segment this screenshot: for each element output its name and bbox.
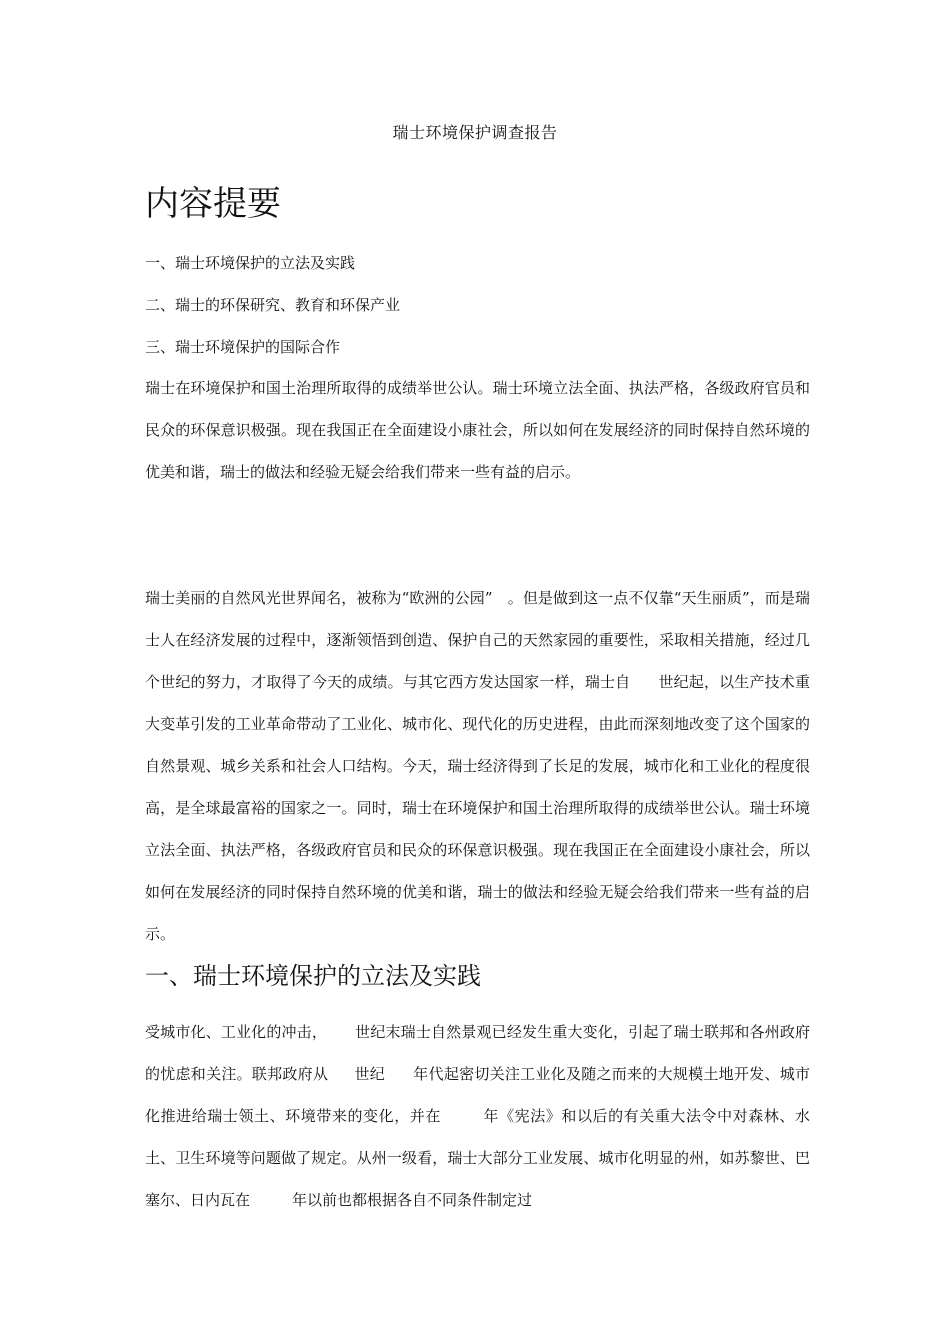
summary-paragraph: 瑞士在环境保护和国土治理所取得的成绩举世公认。瑞士环境立法全面、执法严格，各级政府官员和民众的环保意识极强。现在我国正在全面建设小康社会，所以如何在发展经济的同时保持自然环境的优美和谐，瑞士的做法和经验无疑会给我们带来一些有益的启示。: [145, 379, 810, 481]
abstract-heading: 内容提要: [145, 184, 281, 224]
section1-paragraph: [145, 1011, 810, 1221]
document-title: 瑞士环境保护调查报告: [392, 123, 558, 142]
section1-heading: 一、瑞士环境保护的立法及实践: [145, 962, 481, 990]
section1-text-part5: 年《宪法》和以后的有关重大法令中对森林、水土、卫生环境等问题做了规定。从州一级看，瑞士大部分工业发展、城市化明显的州，如苏黎世、巴塞尔、日内瓦在: [145, 1107, 810, 1209]
intro-text-part1: 瑞士美丽的自然风光世界闻名，被称为“欧洲的公园” 。但是做到这一点不仅靠“天生丽质”，而是瑞士人在经济发展的过程中，逐渐领悟到创造、保护自己的天然家园的重要性，采取相关措施，经过几个世纪的努力，才取得了今天的成绩。与其它西方发达国家一样，瑞士自: [145, 589, 810, 691]
table-of-contents: [145, 251, 400, 377]
toc-item-3: 三、瑞士环境保护的国际合作: [145, 338, 341, 356]
section1-text-part3: 世纪: [354, 1065, 386, 1083]
section1-text-part4: 年代起密切关注工业化及随之而来的大规模土地开发、城市化推进给瑞士领土、环境带来的变化，并在: [145, 1065, 810, 1125]
intro-paragraph: [145, 577, 810, 955]
toc-item-2: 二、瑞士的环保研究、教育和环保产业: [145, 296, 401, 314]
section1-text-part2: 世纪末瑞士自然景观已经发生重大变化，引起了瑞士联邦和各州政府的忧虑和关注。联邦政府从: [145, 1023, 810, 1083]
section1-text-part1: 受城市化、工业化的冲击，: [145, 1023, 327, 1041]
intro-text-part2: 世纪起，以生产技术重大变革引发的工业革命带动了工业化、城市化、现代化的历史进程，由此而深刻地改变了这个国家的自然景观、城乡关系和社会人口结构。今天，瑞士经济得到了长足的发展，城市化和工业化的程度很高，是全球最富裕的国家之一。同时，瑞士在环境保护和国土治理所取得的成绩举世公认。瑞士环境立法全面、执法严格，各级政府官员和民众的环保意识极强。现在我国正在全面建设小康社会，所以如何在发展经济的同时保持自然环境的优美和谐，瑞士的做法和经验无疑会给我们带来一些有益的启示。: [145, 673, 810, 943]
toc-item-1: 一、瑞士环境保护的立法及实践: [145, 254, 356, 272]
section1-text-part6: 年以前也都根据各自不同条件制定过: [292, 1191, 533, 1209]
